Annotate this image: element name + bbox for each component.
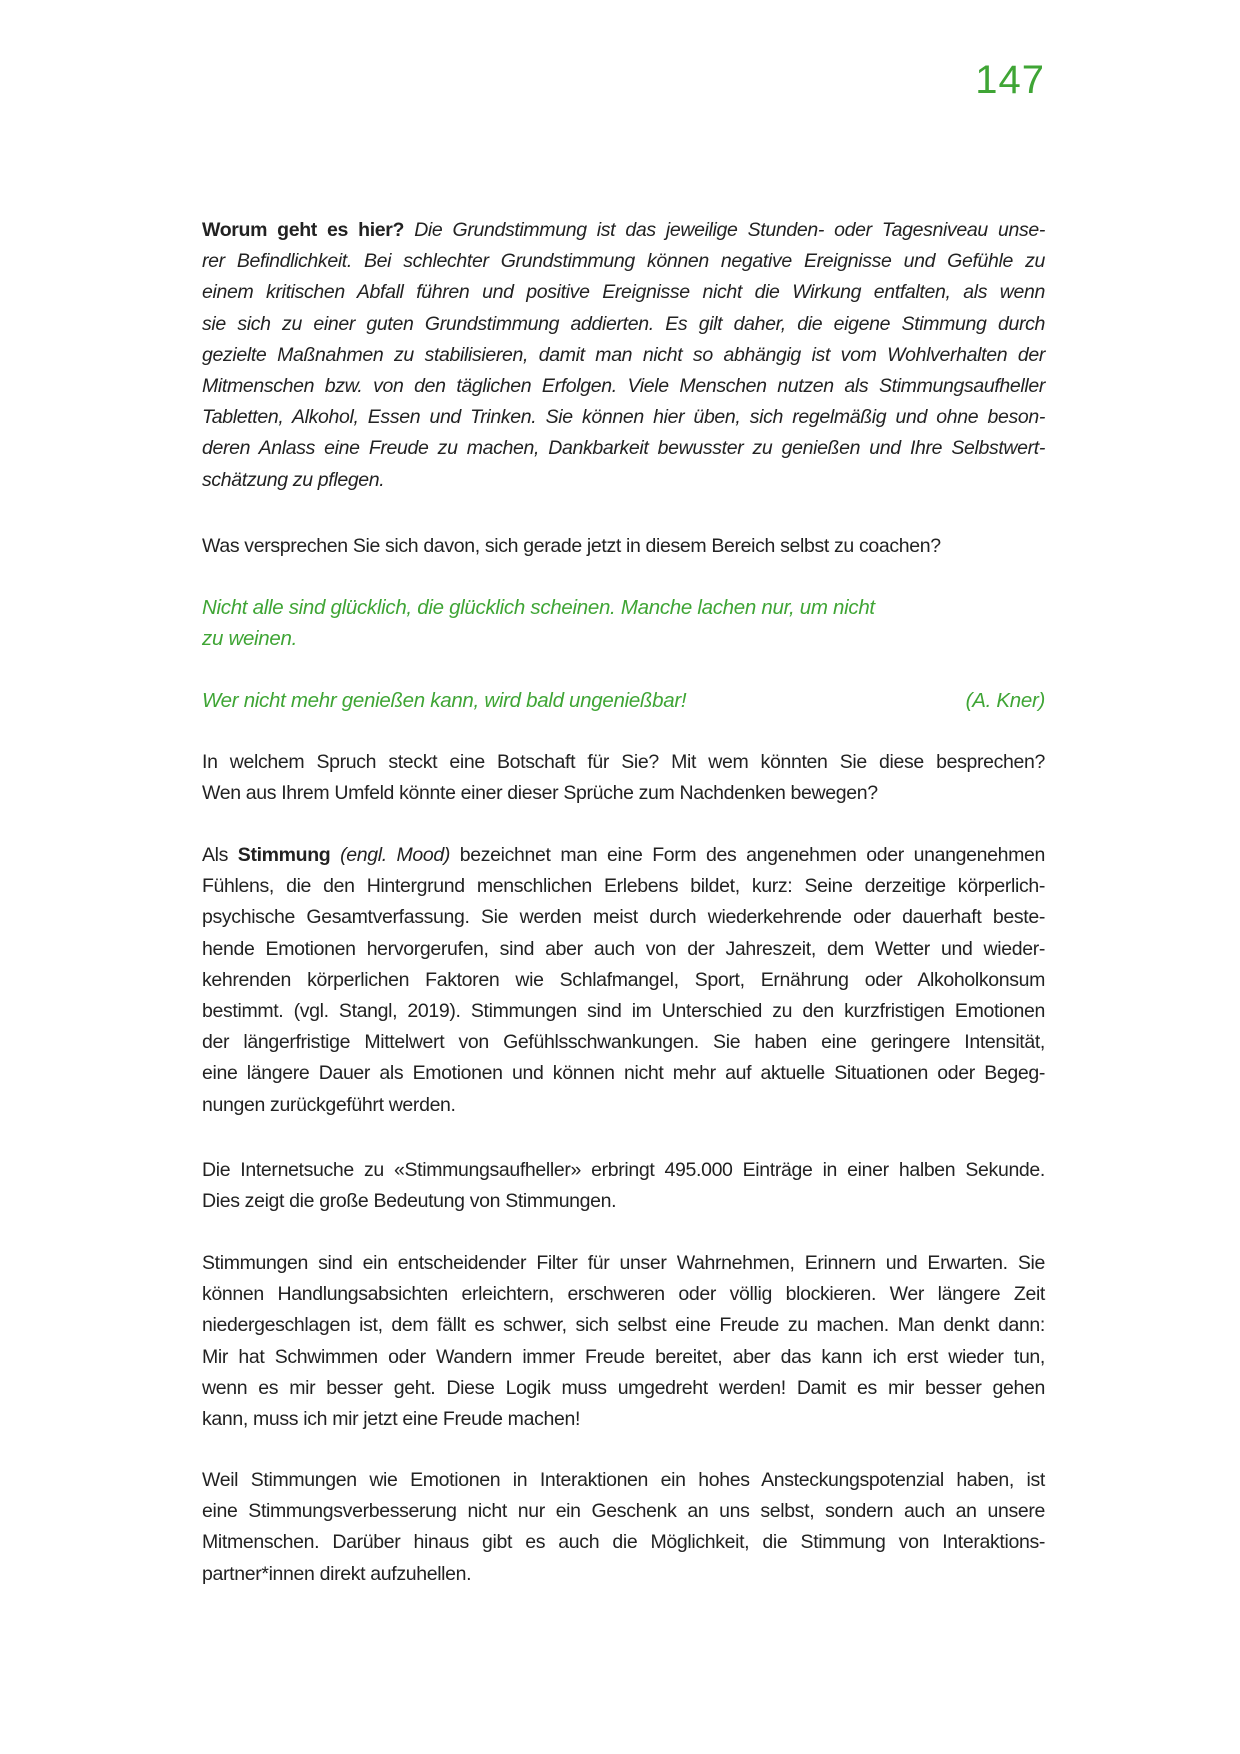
intro-line: gezielte Maßnahmen zu stabilisieren, damit man nicht so abhängig ist vom Wohlverhalten der	[202, 343, 1045, 366]
quote-text: Wer nicht mehr genießen kann, wird bald ungenießbar!	[202, 689, 687, 712]
reflection-questions	[202, 747, 1045, 809]
definition-paragraph	[202, 840, 1045, 1121]
definition-line: psychische Gesamtverfassung. Sie werden meist durch wiederkehrende oder dauerhaft beste-	[202, 906, 1045, 929]
definition-line: eine längere Dauer als Emotionen und können nicht mehr auf aktuelle Situationen oder Begeg-	[202, 1062, 1045, 1085]
paragraph-line: eine Stimmungsverbesserung nicht nur ein Geschenk an uns selbst, sondern auch an unsere	[202, 1500, 1045, 1523]
paragraph-line: kann, muss ich mir jetzt eine Freude machen!	[202, 1407, 581, 1430]
paragraph-line: Stimmungen sind ein entscheidender Filter für unser Wahrnehmen, Erinnern und Erwarten. Sie	[202, 1252, 1045, 1274]
definition-line: kehrenden körperlichen Faktoren wie Schlafmangel, Sport, Ernährung oder Alkoholkonsum	[202, 968, 1045, 991]
paragraph-line: Mir hat Schwimmen oder Wandern immer Freude bereitet, aber das kann ich erst wieder tun,	[202, 1345, 1045, 1368]
quote-1	[202, 592, 1045, 654]
definition-rest: bezeichnet man eine Form des angenehmen oder unangenehmen	[450, 844, 1045, 866]
question-line: Wen aus Ihrem Umfeld könnte einer dieser Sprüche zum Nachdenken bewegen?	[202, 782, 878, 805]
paragraph-line: partner*innen direkt aufzuhellen.	[202, 1562, 472, 1585]
coaching-question	[202, 531, 1045, 562]
question-line: Was versprechen Sie sich davon, sich gerade jetzt in diesem Bereich selbst zu coachen?	[202, 535, 941, 557]
paragraph-line: können Handlungsabsichten erleichtern, erschweren oder völlig blockieren. Wer längere Zeit	[202, 1283, 1045, 1306]
quote-line: Nicht alle sind glücklich, die glücklich scheinen. Manche lachen nur, um nicht	[202, 596, 875, 619]
paragraph-line: Mitmenschen. Darüber hinaus gibt es auch die Möglichkeit, die Stimmung von Interaktions-	[202, 1531, 1045, 1554]
definition-line	[202, 840, 1045, 871]
definition-line: hende Emotionen hervorgerufen, sind aber auch von der Jahreszeit, dem Wetter und wieder-	[202, 937, 1045, 960]
intro-line: schätzung zu pflegen.	[202, 468, 385, 491]
intro-line	[202, 215, 1045, 246]
quote-2	[202, 685, 1045, 716]
intro-line: Tabletten, Alkohol, Essen und Trinken. Sie können hier üben, sich regelmäßig und ohne beson-	[202, 406, 1045, 429]
intro-line: Mitmenschen bzw. von den täglichen Erfolgen. Viele Menschen nutzen als Stimmungsaufheller	[202, 374, 1045, 397]
contagion-paragraph	[202, 1465, 1045, 1590]
paragraph-line: wenn es mir besser geht. Diese Logik muss umgedreht werden! Damit es mir besser gehen	[202, 1376, 1045, 1399]
intro-line: deren Anlass eine Freude zu machen, Dankbarkeit bewusster zu genießen und Ihre Selbstwert-	[202, 437, 1045, 460]
definition-term-note: (engl. Mood)	[330, 844, 451, 866]
paragraph-line: Weil Stimmungen wie Emotionen in Interaktionen ein hohes Ansteckungspotenzial haben, ist	[202, 1469, 1045, 1491]
definition-term: Stimmung	[237, 844, 331, 866]
quote-author: (A. Kner)	[965, 689, 1045, 712]
intro-lead: Worum geht es hier?	[202, 219, 405, 241]
paragraph-line: niedergeschlagen ist, dem fällt es schwer, sich selbst eine Freude zu machen. Man denkt dann:	[202, 1314, 1045, 1337]
definition-line: Fühlens, die den Hintergrund menschlichen Erlebens bildet, kurz: Seine derzeitige körperlich-	[202, 875, 1045, 898]
paragraph-line: Die Internetsuche zu «Stimmungsaufheller» erbringt 495.000 Einträge in einer halben Sekunde.	[202, 1159, 1045, 1181]
definition-line: nungen zurückgeführt werden.	[202, 1093, 456, 1116]
internet-search-paragraph	[202, 1155, 1045, 1217]
definition-prefix: Als	[202, 844, 238, 866]
intro-paragraph	[202, 215, 1045, 496]
question-line: In welchem Spruch steckt eine Botschaft für Sie? Mit wem könnten Sie diese besprechen?	[202, 751, 1045, 773]
intro-line: sie sich zu einer guten Grundstimmung addierten. Es gilt daher, die eigene Stimmung durch	[202, 312, 1045, 335]
intro-text: Die Grundstimmung ist das jeweilige Stunden- oder Tagesniveau unse-	[404, 219, 1045, 241]
page-number: 147	[975, 58, 1045, 102]
paragraph-line: Dies zeigt die große Bedeutung von Stimmungen.	[202, 1190, 617, 1213]
definition-line: der längerfristige Mittelwert von Gefühlsschwankungen. Sie haben eine geringere Intensität,	[202, 1031, 1045, 1054]
quote-line: zu weinen.	[202, 627, 298, 651]
intro-line: einem kritischen Abfall führen und positive Ereignisse nicht die Wirkung entfalten, als wenn	[202, 281, 1045, 304]
definition-line: bestimmt. (vgl. Stangl, 2019). Stimmungen sind im Unterschied zu den kurzfristigen Emotionen	[202, 999, 1045, 1022]
filter-paragraph	[202, 1248, 1045, 1435]
intro-line: rer Befindlichkeit. Bei schlechter Grundstimmung können negative Ereignisse und Gefühle zu	[202, 250, 1045, 273]
